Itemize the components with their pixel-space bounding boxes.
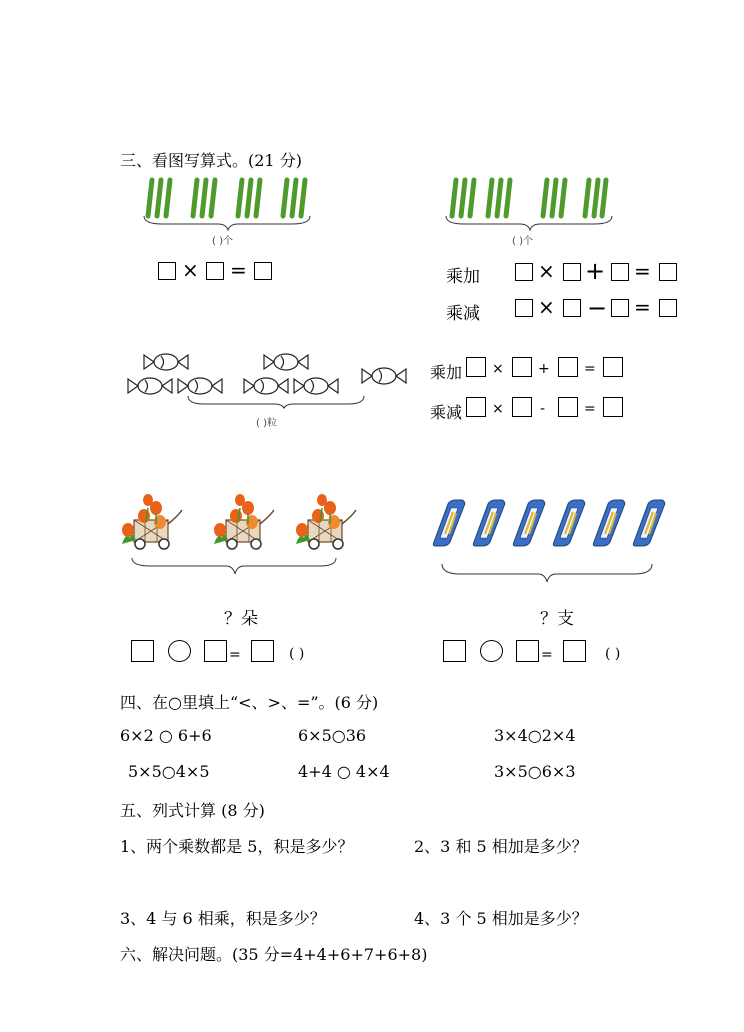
candy-label-multiply-subtract: 乘减 (430, 403, 463, 422)
compare-item[interactable]: 5×5○4×5 (128, 762, 210, 781)
label-multiply-subtract: 乘减 (446, 304, 480, 324)
equals-sign: = (584, 361, 596, 377)
candies-illustration (124, 350, 414, 420)
answer-box[interactable] (611, 299, 629, 317)
answer-box[interactable] (603, 357, 623, 377)
operator-circle[interactable] (168, 640, 191, 662)
candy-caption: ( )粒 (256, 418, 277, 429)
times-sign: × (538, 259, 555, 283)
answer-box[interactable] (206, 262, 224, 280)
section4-title: 四、在○里填上“<、>、=”。(6 分) (120, 693, 379, 712)
answer-box[interactable] (515, 299, 533, 317)
answer-box[interactable] (516, 640, 539, 662)
equals-sign: = (634, 295, 651, 319)
answer-box[interactable] (659, 263, 677, 281)
pens-brace (440, 562, 656, 586)
question-1: 1、两个乘数都是 5，积是多少？ (120, 837, 354, 856)
times-sign: × (492, 361, 504, 377)
minus-sign: − (587, 294, 608, 322)
sticks-left-illustration (142, 176, 312, 226)
sticks-right-illustration (444, 176, 614, 226)
times-sign: × (182, 258, 199, 282)
times-sign: × (492, 401, 504, 417)
pens-question: ？支 (540, 609, 574, 629)
section3-title: 三、看图写算式。(21 分) (120, 151, 302, 170)
operator-circle[interactable] (480, 640, 503, 662)
answer-box[interactable] (512, 397, 532, 417)
candy-label-multiply-add: 乘加 (430, 363, 463, 382)
compare-item[interactable]: 6×2 ○ 6+6 (120, 726, 212, 745)
times-sign: × (538, 295, 555, 319)
plus-sign: + (585, 257, 606, 285)
answer-box[interactable] (558, 397, 578, 417)
sticks-right-caption: ( )个 (512, 236, 533, 247)
compare-item[interactable]: 3×4○2×4 (494, 726, 576, 745)
compare-item[interactable]: 3×5○6×3 (494, 762, 576, 781)
answer-box[interactable] (254, 262, 272, 280)
answer-box[interactable] (251, 640, 274, 662)
answer-box[interactable] (466, 357, 486, 377)
question-2: 2、3 和 5 相加是多少？ (414, 837, 588, 856)
answer-box[interactable] (563, 263, 581, 281)
answer-box[interactable] (515, 263, 533, 281)
answer-box[interactable] (659, 299, 677, 317)
answer-box[interactable] (204, 640, 227, 662)
unit-paren: ( ) (605, 646, 621, 662)
minus-sign: - (540, 401, 546, 417)
unit-paren: ( ) (289, 646, 305, 662)
question-3: 3、4 与 6 相乘，积是多少？ (120, 909, 326, 928)
question-4: 4、3 个 5 相加是多少？ (414, 909, 588, 928)
equals-sign: = (634, 259, 651, 283)
answer-box[interactable] (558, 357, 578, 377)
answer-box[interactable] (563, 640, 586, 662)
sticks-left-caption: ( )个 (212, 236, 233, 247)
equals-sign: = (541, 647, 553, 663)
label-multiply-add: 乘加 (446, 267, 480, 287)
equals-sign: = (230, 258, 247, 282)
answer-box[interactable] (512, 357, 532, 377)
equals-sign: = (584, 401, 596, 417)
answer-box[interactable] (603, 397, 623, 417)
equals-sign: = (229, 647, 241, 663)
flowers-question: ？朵 (224, 609, 258, 629)
pen-boxes-illustration (424, 500, 674, 550)
plus-sign: + (538, 361, 550, 377)
flowers-brace (130, 556, 340, 578)
answer-box[interactable] (158, 262, 176, 280)
answer-box[interactable] (466, 397, 486, 417)
answer-box[interactable] (131, 640, 154, 662)
compare-item[interactable]: 4+4 ○ 4×4 (298, 762, 390, 781)
section5-title: 五、列式计算 (8 分) (120, 801, 265, 820)
answer-box[interactable] (443, 640, 466, 662)
section6-title: 六、解决问题。(35 分=4+4+6+7+6+8) (120, 945, 428, 964)
compare-item[interactable]: 6×5○36 (298, 726, 367, 745)
answer-box[interactable] (563, 299, 581, 317)
answer-box[interactable] (611, 263, 629, 281)
